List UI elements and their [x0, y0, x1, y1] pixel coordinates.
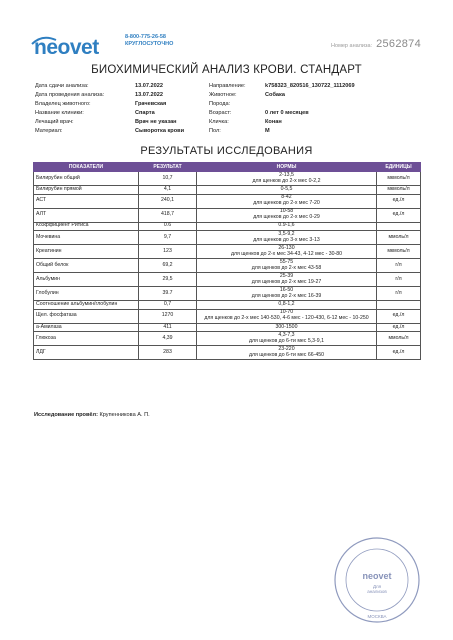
indicator-name: Креатинин: [34, 245, 139, 259]
page-title: БИОХИМИЧЕСКИЙ АНАЛИЗ КРОВИ. СТАНДАРТ: [91, 64, 362, 76]
info-row: [209, 118, 355, 127]
table-row: [34, 309, 421, 323]
results-title: РЕЗУЛЬТАТЫ ИССЛЕДОВАНИЯ: [140, 145, 313, 157]
indicator-name: Билирубин общий: [34, 172, 139, 186]
info-row: [35, 109, 184, 118]
norm-puppy: для щенков до 6-ти мес 5,3-9,1: [249, 337, 324, 344]
info-value: k758323_820516_130722_1112069: [265, 83, 355, 89]
table-row: [34, 172, 421, 186]
svg-text:Для: Для: [372, 584, 382, 589]
norm-range: [197, 194, 377, 208]
svg-text:neovet: neovet: [362, 571, 392, 581]
result-value: 9,7: [139, 231, 197, 245]
signature: [34, 412, 150, 418]
info-value: Конан: [265, 118, 282, 125]
result-value: 39.7: [139, 287, 197, 301]
norm-range: [197, 332, 377, 346]
norm-range: [197, 259, 377, 273]
unit-value: [377, 301, 421, 310]
table-row: [34, 231, 421, 245]
norm-adult: 0,8-1,2: [278, 301, 295, 308]
results-table: [33, 162, 421, 360]
signature-name: Крупенникова А. П.: [99, 412, 150, 418]
info-label: Материал:: [35, 127, 63, 134]
table-row: [34, 222, 421, 231]
norm-adult: 25-39: [279, 272, 294, 279]
svg-text:МОСКВА: МОСКВА: [367, 614, 387, 619]
norm-range: [197, 186, 377, 195]
table-row: [34, 287, 421, 301]
norm-adult: 3,5-9,2: [278, 230, 295, 237]
info-label: Дата сдачи анализа:: [35, 83, 89, 89]
unit-value: ед./л: [377, 194, 421, 208]
norm-range: [197, 222, 377, 231]
table-row: [34, 273, 421, 287]
unit-value: г/л: [377, 259, 421, 273]
norm-adult: 10-58: [279, 208, 294, 215]
table-row: [34, 332, 421, 346]
info-row: [209, 100, 355, 109]
info-label: Название клиники:: [35, 109, 84, 116]
result-value: 123: [139, 245, 197, 259]
unit-value: г/л: [377, 273, 421, 287]
indicator-name: Альбумин: [34, 273, 139, 287]
header-contact: [125, 34, 173, 48]
norm-range: [197, 323, 377, 332]
info-value: 13.07.2022: [135, 91, 163, 98]
info-value: М: [265, 127, 270, 134]
table-header-row: [34, 163, 421, 172]
table-row: [34, 301, 421, 310]
info-row: [209, 127, 355, 136]
info-row: [35, 118, 184, 127]
table-row: [34, 186, 421, 195]
indicator-name: Соотношение альбумин/глобулин: [34, 301, 139, 310]
result-value: 4,39: [139, 332, 197, 346]
info-value: Сыворотка крови: [135, 127, 185, 134]
info-label: Лечащий врач:: [35, 118, 74, 125]
result-value: 69,2: [139, 259, 197, 273]
norm-range: [197, 287, 377, 301]
norm-puppy: для щенков до 3-х мес 3-13: [253, 236, 320, 243]
norm-puppy: для щенков до 2-х мес 0-2,2: [252, 177, 321, 184]
col-header-units: ЕДИНИЦЫ: [377, 163, 421, 172]
neovet-logo: [30, 32, 122, 58]
info-row: [209, 91, 355, 100]
table-row: [34, 194, 421, 208]
clinic-stamp: [332, 535, 422, 625]
table-row: [34, 323, 421, 332]
result-value: 0,7: [139, 301, 197, 310]
norm-range: [197, 346, 377, 360]
norm-adult: 10-70: [279, 309, 294, 316]
norm-adult: 55-75: [279, 258, 294, 265]
unit-value: ед./л: [377, 323, 421, 332]
header-phone[interactable]: 8-800-775-26-58: [125, 34, 166, 40]
norm-adult: 23-220: [278, 346, 295, 353]
norm-range: [197, 245, 377, 259]
norm-puppy: для щенков до 2-х мес 19-27: [251, 278, 322, 285]
unit-value: мкмоль/л: [377, 245, 421, 259]
indicator-name: АЛТ: [34, 208, 139, 222]
norm-adult: 16-50: [279, 286, 294, 293]
info-right-column: [209, 82, 355, 135]
analysis-number: [331, 38, 421, 50]
indicator-name: Коэффициент Ритиса: [34, 222, 139, 231]
result-value: 10,7: [139, 172, 197, 186]
info-left-column: [35, 82, 184, 135]
norm-range: [197, 172, 377, 186]
info-label: Кличка:: [209, 118, 229, 125]
table-row: [34, 346, 421, 360]
info-row: [209, 82, 355, 91]
info-row: [209, 109, 355, 118]
info-label: Порода:: [209, 100, 231, 107]
indicator-name: АСТ: [34, 194, 139, 208]
info-row: [35, 91, 184, 100]
result-value: 411: [139, 323, 197, 332]
norm-puppy: для щенков до 2-х мес 16-39: [251, 292, 322, 299]
svg-text:neovet: neovet: [34, 36, 99, 58]
norm-adult: 2-13,5: [279, 171, 294, 178]
unit-value: ед./л: [377, 346, 421, 360]
unit-value: [377, 222, 421, 231]
info-value: Врач не указан: [135, 118, 177, 125]
norm-adult: 4,3-7,3: [278, 332, 295, 339]
info-label: Дата проведения анализа:: [35, 91, 105, 98]
result-value: 29,5: [139, 273, 197, 287]
table-row: [34, 259, 421, 273]
col-header-indicator: ПОКАЗАТЕЛИ: [34, 163, 139, 172]
result-value: 418,7: [139, 208, 197, 222]
info-label: Направление:: [209, 83, 246, 89]
unit-value: г/л: [377, 287, 421, 301]
svg-text:анализов: анализов: [367, 589, 387, 594]
unit-value: ммоль/л: [377, 231, 421, 245]
norm-range: [197, 231, 377, 245]
col-header-result: РЕЗУЛЬТАТ: [139, 163, 197, 172]
norm-adult: 26-130: [278, 244, 295, 251]
indicator-name: а-Амилаза: [34, 323, 139, 332]
info-value: 13.07.2022: [135, 83, 163, 89]
norm-adult: 8-42: [281, 194, 292, 201]
info-row: [35, 127, 184, 136]
info-row: [35, 82, 184, 91]
norm-adult: 0.9-1,6: [278, 222, 295, 229]
norm-puppy: для щенков до 2-х мес 0-29: [253, 214, 320, 221]
indicator-name: ЛДГ: [34, 346, 139, 360]
table-row: [34, 245, 421, 259]
indicator-name: Мочевина: [34, 231, 139, 245]
indicator-name: Глюкоза: [34, 332, 139, 346]
norm-range: [197, 309, 377, 323]
norm-puppy: для щенков до 2-х мес 43-58: [251, 264, 322, 271]
info-value: 0 лет 0 месяцев: [265, 109, 309, 116]
norm-puppy: для щенков до 2-х мес 34-43, 4-12 мес - 30-80: [230, 250, 343, 257]
indicator-name: Глобулин: [34, 287, 139, 301]
indicator-name: Билирубин прямой: [34, 186, 139, 195]
norm-adult: 300-1500: [275, 323, 298, 330]
signature-label: Исследование провёл:: [34, 412, 98, 418]
indicator-name: Щел. фосфатаза: [34, 309, 139, 323]
table-row: [34, 208, 421, 222]
info-value: Спарта: [135, 109, 155, 116]
norm-puppy: для щенков до 2-х мес 140-530, 4-6 мес - 120-430, 6-12 мес - 10-250: [204, 315, 369, 322]
unit-value: мкмоль/л: [377, 172, 421, 186]
unit-value: мкмоль/л: [377, 186, 421, 195]
header-hours: КРУГЛОСУТОЧНО: [125, 41, 174, 47]
unit-value: ммоль/л: [377, 332, 421, 346]
norm-adult: 0-5,5: [280, 185, 293, 192]
norm-range: [197, 208, 377, 222]
info-label: Владелец животного:: [35, 100, 91, 107]
result-value: 0.6: [139, 222, 197, 231]
unit-value: ед./л: [377, 208, 421, 222]
info-label: Возраст:: [209, 109, 232, 116]
indicator-name: Общий белок: [34, 259, 139, 273]
result-value: 1270: [139, 309, 197, 323]
col-header-norms: НОРМЫ: [197, 163, 377, 172]
analysis-number-value: 2562874: [376, 38, 421, 50]
norm-puppy: для щенков до 2-х мес 7-20: [253, 200, 320, 207]
info-value: Грачевская: [135, 100, 167, 107]
analysis-number-label: Номер анализа:: [331, 43, 373, 49]
result-value: 283: [139, 346, 197, 360]
unit-value: ед./л: [377, 309, 421, 323]
norm-range: [197, 301, 377, 310]
info-row: [35, 100, 184, 109]
info-label: Пол:: [209, 127, 221, 134]
norm-range: [197, 273, 377, 287]
result-value: 4,1: [139, 186, 197, 195]
info-label: Животное:: [209, 91, 237, 98]
result-value: 240,1: [139, 194, 197, 208]
norm-puppy: для щенков до 6-ти мес 66-450: [249, 351, 324, 358]
info-value: Собака: [265, 91, 285, 98]
